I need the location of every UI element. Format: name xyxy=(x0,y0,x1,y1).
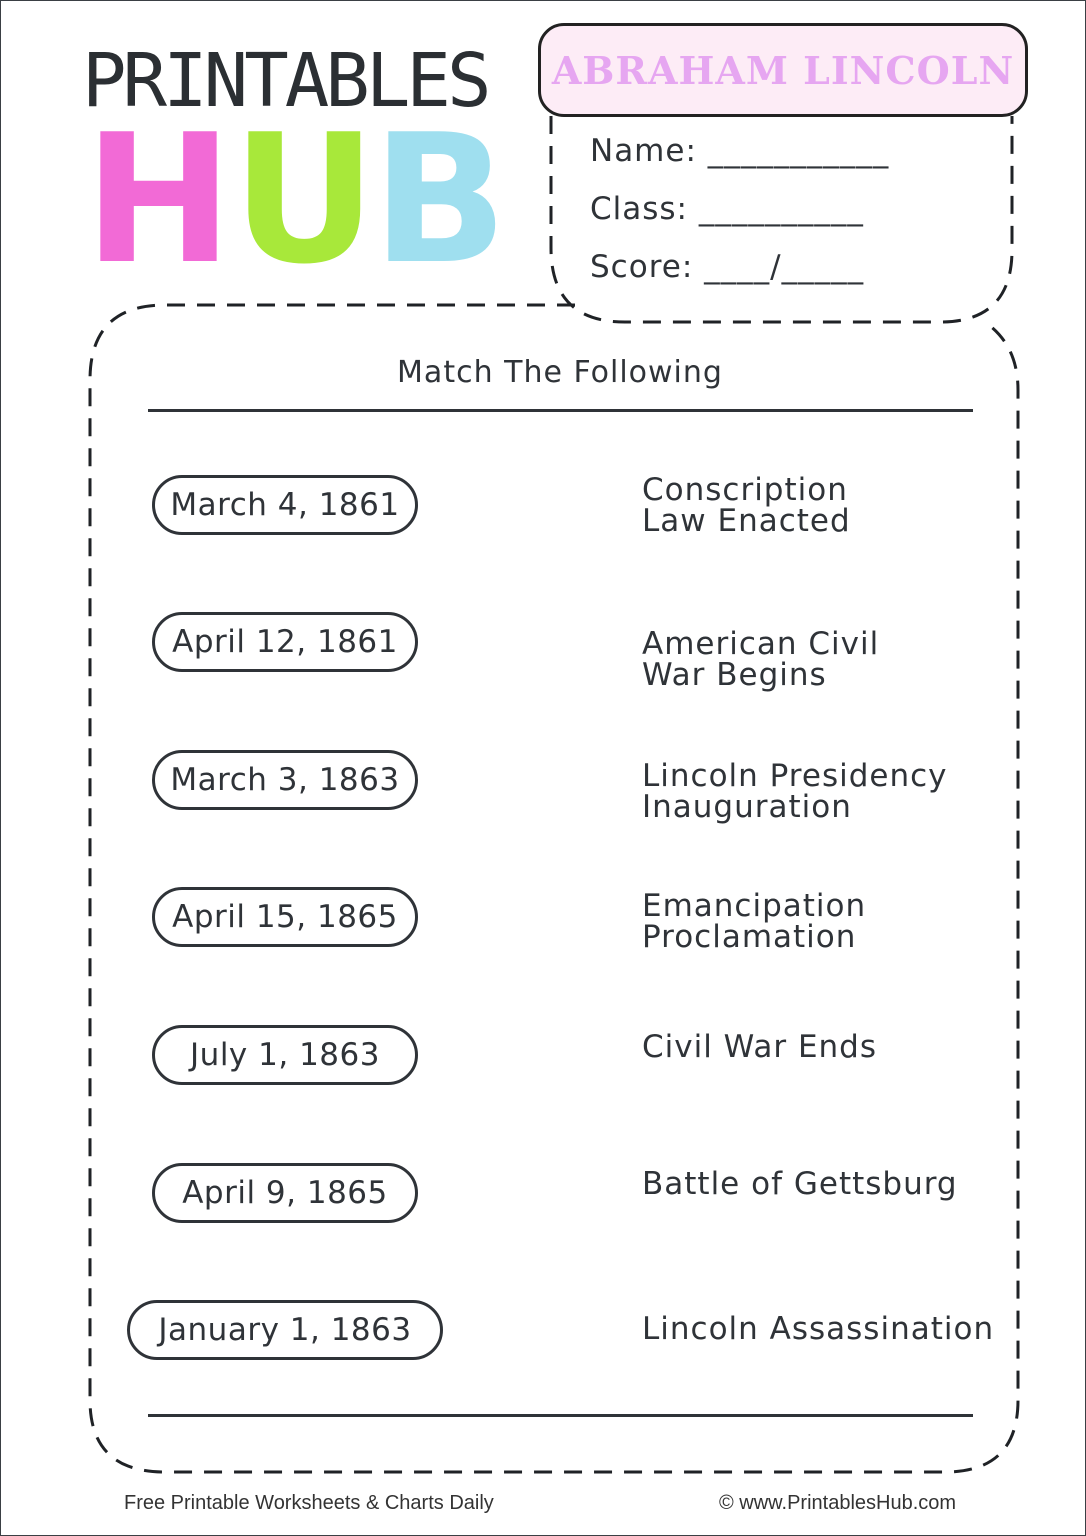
date-pill-1[interactable]: March 4, 1861 xyxy=(152,475,418,535)
class-blank[interactable]: __________ xyxy=(698,191,864,227)
logo-letter-h: H xyxy=(84,96,227,303)
date-pill-7[interactable]: January 1, 1863 xyxy=(127,1300,443,1360)
footer-tagline: Free Printable Worksheets & Charts Daily xyxy=(124,1492,494,1514)
class-label: Class: xyxy=(590,191,689,227)
date-pill-4[interactable]: April 15, 1865 xyxy=(152,887,418,947)
logo-letter-u: U xyxy=(232,96,371,303)
event-item-1: Conscription Law Enacted xyxy=(642,472,851,539)
info-dashed-border xyxy=(551,116,1012,322)
date-pill-6[interactable]: April 9, 1865 xyxy=(152,1163,418,1223)
logo-top-text: PRINTABLES xyxy=(82,38,488,124)
date-pill-5[interactable]: July 1, 1863 xyxy=(152,1025,418,1085)
top-divider xyxy=(148,409,973,412)
name-blank[interactable]: ___________ xyxy=(707,133,890,169)
score-blank[interactable]: ____/_____ xyxy=(704,249,865,285)
event-item-5: Civil War Ends xyxy=(642,1029,878,1065)
section-heading: Match The Following xyxy=(397,355,723,390)
event-item-6: Battle of Gettsburg xyxy=(642,1166,958,1202)
event-item-4: Emancipation Proclamation xyxy=(642,888,867,955)
name-label: Name: xyxy=(590,133,697,169)
bottom-divider xyxy=(148,1414,973,1417)
date-pill-3[interactable]: March 3, 1863 xyxy=(152,750,418,810)
footer-website[interactable]: © www.PrintablesHub.com xyxy=(719,1492,957,1514)
event-item-7: Lincoln Assassination xyxy=(642,1311,995,1347)
score-label: Score: xyxy=(590,249,694,285)
event-item-2: American Civil War Begins xyxy=(642,626,880,693)
worksheet-title: ABRAHAM LINCOLN xyxy=(551,47,1015,93)
logo-letter-b: B xyxy=(372,96,502,303)
event-item-3: Lincoln Presidency Inauguration xyxy=(642,758,948,825)
date-pill-2[interactable]: April 12, 1861 xyxy=(152,612,418,672)
